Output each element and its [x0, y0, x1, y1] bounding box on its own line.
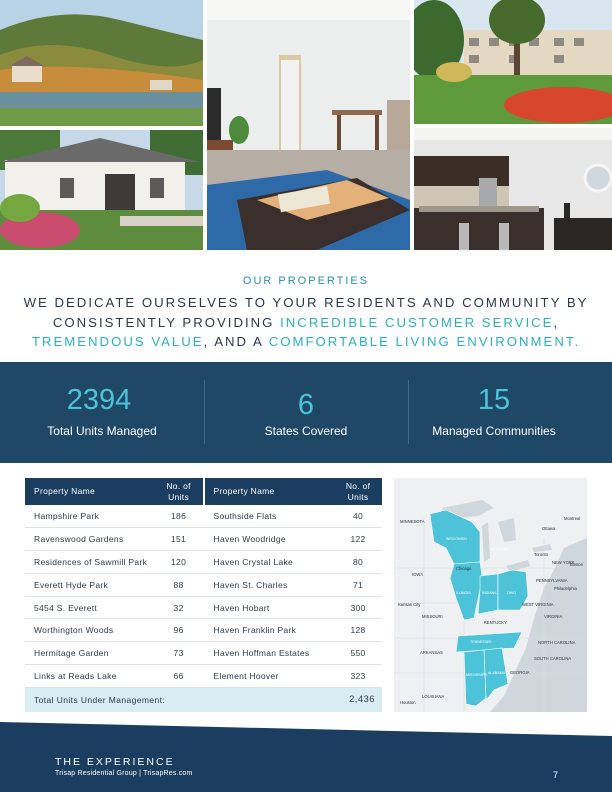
table-header-row	[25, 478, 382, 505]
intro-text: WE DEDICATE OURSELVES TO YOUR RESIDENTS AND COMMUNITY BY CONSISTENTLY PROVIDING	[23, 295, 589, 330]
unit-count: 96	[155, 619, 203, 642]
map-label: IOWA	[412, 572, 424, 577]
property-name: 5454 S. Everett	[25, 596, 155, 619]
intro-highlight-value: TREMENDOUS VALUE	[31, 334, 204, 349]
map-label: Montreal	[564, 516, 581, 521]
section-label: OUR PROPERTIES	[242, 275, 370, 287]
unit-count: 40	[334, 505, 382, 528]
footer-title: THE EXPERIENCE	[55, 756, 175, 768]
unit-count: 73	[155, 642, 203, 665]
unit-count: 122	[334, 528, 382, 551]
property-name: Links at Reads Lake	[25, 665, 155, 688]
column-header-property-name: Property Name	[25, 478, 155, 505]
property-name: Haven Hoffman Estates	[205, 642, 335, 665]
map-label: KENTUCKY	[484, 620, 507, 625]
table-row	[25, 619, 382, 642]
total-units-value: 2,436	[349, 694, 375, 705]
table-row	[25, 642, 382, 665]
property-name: Haven Woodridge	[205, 528, 335, 551]
intro-text: , AND A	[203, 334, 269, 349]
unit-count: 323	[334, 665, 382, 688]
total-units-label: Total Units Under Management:	[34, 695, 166, 705]
page-number: 7	[553, 770, 559, 780]
map-label: MISSISSIPPI	[466, 673, 488, 677]
state-mississippi	[464, 650, 486, 706]
map-label: Philadelphia	[554, 586, 577, 591]
map-label: Ottawa	[542, 526, 556, 531]
footer-subtitle: Trisap Residential Group | TrisapRes.com	[55, 770, 193, 777]
unit-count: 80	[334, 551, 382, 574]
stat-label: Managed Communities	[432, 424, 556, 438]
intro-period: .	[574, 334, 581, 349]
property-name: Haven St. Charles	[205, 573, 335, 596]
table-body	[25, 505, 382, 687]
property-name: Element Hoover	[205, 665, 335, 688]
stat-value: 2394	[66, 384, 132, 416]
unit-count: 88	[155, 573, 203, 596]
stat-label: States Covered	[264, 424, 348, 438]
unit-count: 66	[155, 665, 203, 688]
states-map	[394, 478, 587, 712]
map-label: WISCONSIN	[446, 537, 467, 541]
table-row	[25, 505, 382, 528]
stat-value: 6	[297, 389, 315, 421]
photo-clubhouse	[0, 130, 203, 250]
unit-count: 186	[155, 505, 203, 528]
map-label: Kansas City	[398, 602, 421, 607]
property-table	[25, 478, 382, 688]
map-label: ARKANSAS	[420, 650, 443, 655]
map-label: MICHIGAN	[490, 547, 508, 551]
table-row	[25, 665, 382, 688]
stat-label: Total Units Managed	[47, 424, 157, 438]
unit-count: 120	[155, 551, 203, 574]
property-name: Ravenswood Gardens	[25, 528, 155, 551]
map-label: WEST VIRGINIA	[522, 602, 554, 607]
map-label: SOUTH CAROLINA	[534, 656, 572, 661]
property-name: Hampshire Park	[25, 505, 155, 528]
map-label: OHIO	[507, 591, 517, 595]
property-name: Southside Flats	[205, 505, 335, 528]
table-row	[25, 596, 382, 619]
intro-text: ,	[553, 314, 560, 330]
map-label: NEW YORK	[552, 560, 575, 565]
intro-statement	[20, 293, 592, 352]
map-label: ILLINOIS	[456, 591, 471, 595]
unit-count: 71	[334, 573, 382, 596]
property-name: Haven Hobart	[205, 596, 335, 619]
map-label: MINNESOTA	[400, 519, 425, 524]
property-name: Everett Hyde Park	[25, 573, 155, 596]
column-header-units: No. of Units	[155, 478, 203, 505]
photo-hillside-community	[0, 0, 203, 126]
map-label: PENNSYLVANIA	[536, 578, 568, 583]
map-label: Toronto	[534, 552, 548, 557]
stat-total-units	[0, 362, 204, 463]
photo-living-room	[207, 0, 410, 250]
map-label: Chicago	[456, 566, 472, 571]
intro-highlight-environment: COMFORTABLE LIVING ENVIRONMENT	[268, 334, 575, 349]
map-label: LOUISIANA	[422, 694, 445, 699]
unit-count: 300	[334, 596, 382, 619]
stats-band	[0, 362, 612, 463]
unit-count: 151	[155, 528, 203, 551]
unit-count: 550	[334, 642, 382, 665]
table-row	[25, 528, 382, 551]
map-label: VIRGINIA	[544, 614, 563, 619]
map-label: NORTH CAROLINA	[538, 640, 576, 645]
property-name: Haven Crystal Lake	[205, 551, 335, 574]
total-units-row	[25, 688, 382, 712]
unit-count: 32	[155, 596, 203, 619]
footer	[0, 722, 612, 792]
property-name: Residences of Sawmill Park	[25, 551, 155, 574]
property-name: Haven Franklin Park	[205, 619, 335, 642]
stat-communities	[392, 362, 596, 463]
table-row	[25, 551, 382, 574]
unit-count: 128	[334, 619, 382, 642]
column-header-property-name: Property Name	[205, 478, 335, 505]
stat-value: 15	[477, 384, 511, 416]
map-label: INDIANA	[482, 591, 497, 595]
photo-kitchen	[414, 128, 612, 250]
table-row	[25, 573, 382, 596]
map-label: ALABAMA	[488, 671, 505, 675]
map-label: GEORGIA	[510, 670, 530, 675]
map-label: Houston	[400, 700, 416, 705]
photo-apartment-exterior	[414, 0, 612, 124]
stat-states	[204, 362, 408, 463]
property-name: Worthington Woods	[25, 619, 155, 642]
property-name: Hermitage Garden	[25, 642, 155, 665]
map-label: TENNESSEE	[470, 640, 492, 644]
column-header-units: No. of Units	[334, 478, 382, 505]
map-label: Boston	[570, 562, 584, 567]
map-label: MISSOURI	[422, 614, 443, 619]
intro-highlight-service: INCREDIBLE CUSTOMER SERVICE	[280, 314, 554, 330]
